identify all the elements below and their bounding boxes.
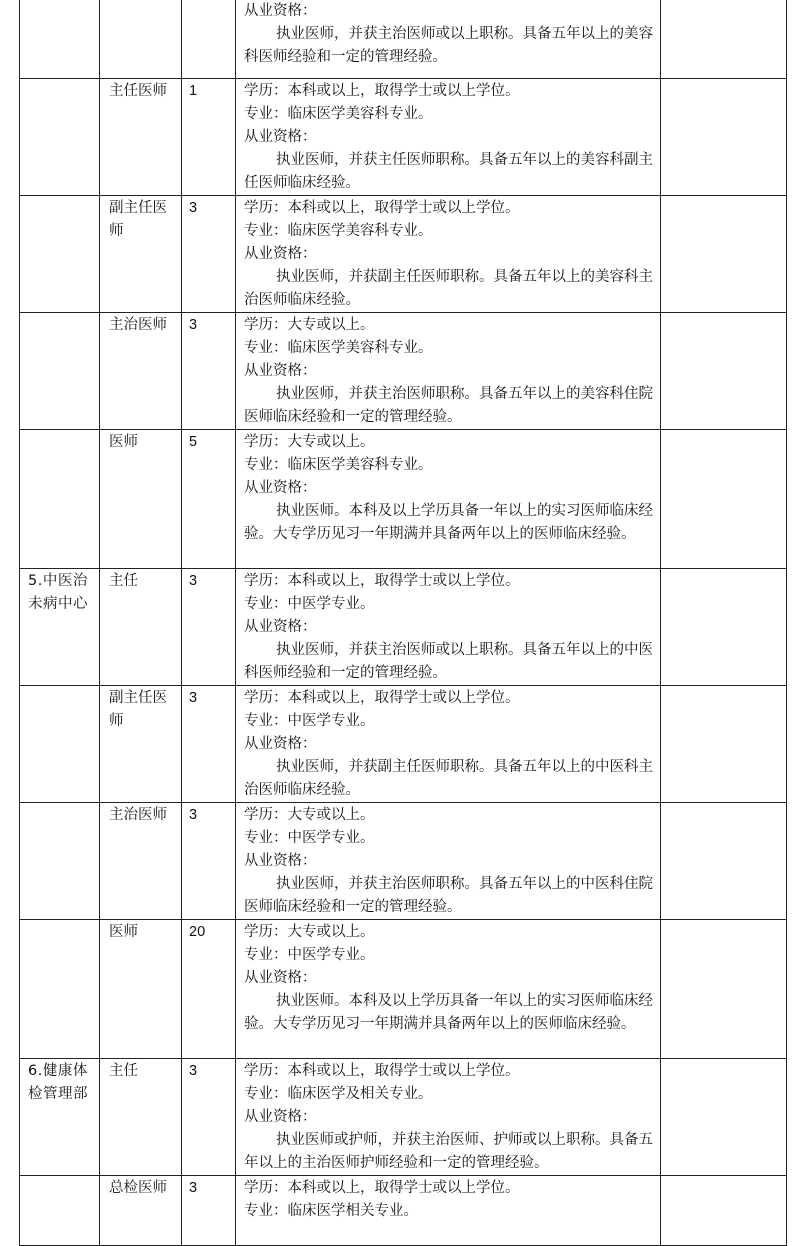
position-name: 总检医师 (109, 1180, 167, 1196)
position-name: 医师 (109, 434, 138, 450)
remarks-cell (661, 79, 787, 196)
table-row (20, 79, 787, 196)
department-cell (20, 430, 100, 569)
department-cell (20, 803, 100, 920)
headcount-cell (182, 920, 236, 1059)
major-requirement: 专业：中医学专业。 (244, 830, 375, 846)
requirements-cell (236, 0, 661, 79)
qualification-label: 从业资格： (244, 246, 317, 262)
headcount-cell (182, 803, 236, 920)
qualification-description: 执业医师，并获主任医师职称。具备五年以上的美容科副主任医师临床经验。 (244, 152, 653, 191)
requirements-cell (236, 313, 661, 430)
position-cell (100, 0, 182, 79)
position-cell (100, 1176, 182, 1246)
major-requirement: 专业：临床医学美容科专业。 (244, 340, 433, 356)
department-cell (20, 920, 100, 1059)
remarks-cell (661, 313, 787, 430)
table-row (20, 430, 787, 569)
education-requirement: 学历：本科或以上，取得学士或以上学位。 (244, 200, 520, 216)
table-row (20, 569, 787, 686)
headcount-value: 5 (189, 434, 198, 450)
requirements-cell (236, 686, 661, 803)
remarks-cell (661, 1059, 787, 1176)
qualification-description: 执业医师，并获主治医师或以上职称。具备五年以上的美容科医师经验和一定的管理经验。 (244, 26, 653, 65)
headcount-value: 3 (189, 317, 198, 333)
department-name (20, 686, 99, 687)
requirements-cell (236, 803, 661, 920)
qualification-label: 从业资格： (244, 363, 317, 379)
department-name (20, 803, 99, 804)
education-requirement: 学历：大专或以上。 (244, 924, 375, 940)
requirements-text (236, 803, 660, 919)
position-cell (100, 430, 182, 569)
position-name: 主治医师 (109, 317, 167, 333)
department-name (20, 430, 99, 431)
headcount-cell (182, 430, 236, 569)
position-name: 主任 (109, 573, 138, 589)
headcount-value: 3 (189, 1180, 198, 1196)
requirements-cell (236, 1176, 661, 1246)
department-name (20, 313, 99, 314)
table-row (20, 686, 787, 803)
qualification-label: 从业资格： (244, 853, 317, 869)
remarks-cell (661, 196, 787, 313)
remarks-cell (661, 430, 787, 569)
qualification-description: 执业医师。本科及以上学历具备一年以上的实习医师临床经验。大专学历见习一年期满并具备两年以上的医师临床经验。 (244, 993, 653, 1032)
requirements-text (236, 196, 660, 312)
department-cell (20, 1176, 100, 1246)
position-name: 主治医师 (109, 807, 167, 823)
headcount-cell (182, 0, 236, 79)
remarks-cell (661, 920, 787, 1059)
table-body (20, 0, 787, 1246)
qualification-label: 从业资格： (244, 1109, 317, 1125)
position-cell (100, 803, 182, 920)
department-cell (20, 686, 100, 803)
major-requirement: 专业：临床医学相关专业。 (244, 1203, 418, 1219)
position-name: 副主任医师 (109, 690, 167, 729)
position-name: 主任医师 (109, 83, 167, 99)
requirements-text (236, 313, 660, 429)
department-cell (20, 79, 100, 196)
qualification-description: 执业医师，并获副主任医师职称。具备五年以上的中医科主治医师临床经验。 (244, 759, 653, 798)
position-cell (100, 569, 182, 686)
position-cell (100, 1059, 182, 1176)
headcount-value: 3 (189, 573, 198, 589)
table-row (20, 196, 787, 313)
table-row (20, 313, 787, 430)
qualification-description: 执业医师。本科及以上学历具备一年以上的实习医师临床经验。大专学历见习一年期满并具备两年以上的医师临床经验。 (244, 503, 653, 542)
qualification-description: 执业医师，并获主治医师或以上职称。具备五年以上的中医科医师经验和一定的管理经验。 (244, 642, 653, 681)
qualification-description: 执业医师或护师，并获主治医师、护师或以上职称。具备五年以上的主治医师护师经验和一定的管理经验。 (244, 1132, 653, 1171)
requirements-cell (236, 569, 661, 686)
education-requirement: 学历：本科或以上，取得学士或以上学位。 (244, 1063, 520, 1079)
headcount-value: 20 (189, 924, 206, 940)
headcount-cell (182, 79, 236, 196)
remarks-cell (661, 569, 787, 686)
requirements-text (236, 430, 660, 546)
major-requirement: 专业：中医学专业。 (244, 713, 375, 729)
headcount-cell (182, 196, 236, 313)
recruitment-table (19, 0, 787, 1246)
department-cell (20, 1059, 100, 1176)
qualification-description: 执业医师，并获副主任医师职称。具备五年以上的美容科主治医师临床经验。 (244, 269, 653, 308)
qualification-label: 从业资格： (244, 736, 317, 752)
position-cell (100, 920, 182, 1059)
requirements-text (236, 79, 660, 195)
requirements-cell (236, 920, 661, 1059)
table-row (20, 1059, 787, 1176)
education-requirement: 学历：本科或以上，取得学士或以上学位。 (244, 573, 520, 589)
remarks-cell (661, 0, 787, 79)
requirements-cell (236, 1059, 661, 1176)
qualification-label: 从业资格： (244, 480, 317, 496)
major-requirement: 专业：临床医学美容科专业。 (244, 223, 433, 239)
department-cell (20, 313, 100, 430)
education-requirement: 学历：大专或以上。 (244, 434, 375, 450)
headcount-cell (182, 1059, 236, 1176)
major-requirement: 专业：临床医学美容科专业。 (244, 457, 433, 473)
education-requirement: 学历：本科或以上，取得学士或以上学位。 (244, 690, 520, 706)
table-row (20, 920, 787, 1059)
major-requirement: 专业：临床医学及相关专业。 (244, 1086, 433, 1102)
education-requirement: 学历：本科或以上，取得学士或以上学位。 (244, 83, 520, 99)
requirements-cell (236, 196, 661, 313)
headcount-value: 3 (189, 1063, 198, 1079)
remarks-cell (661, 803, 787, 920)
requirements-text (236, 686, 660, 802)
position-cell (100, 196, 182, 313)
remarks-cell (661, 686, 787, 803)
education-requirement: 学历：大专或以上。 (244, 317, 375, 333)
department-cell (20, 196, 100, 313)
requirements-text (236, 920, 660, 1036)
department-name (20, 79, 99, 80)
education-requirement: 学历：本科或以上，取得学士或以上学位。 (244, 1180, 520, 1196)
headcount-cell (182, 313, 236, 430)
table-row (20, 0, 787, 79)
requirements-text (236, 1059, 660, 1175)
table-row (20, 1176, 787, 1246)
major-requirement: 专业：临床医学美容科专业。 (244, 106, 433, 122)
position-cell (100, 79, 182, 196)
headcount-value: 3 (189, 200, 198, 216)
position-cell (100, 686, 182, 803)
requirements-text (236, 0, 660, 69)
headcount-value: 3 (189, 690, 198, 706)
department-name (20, 920, 99, 921)
requirements-cell (236, 430, 661, 569)
qualification-label: 从业资格： (244, 3, 317, 19)
requirements-cell (236, 79, 661, 196)
remarks-cell (661, 1176, 787, 1246)
position-name: 副主任医师 (109, 200, 167, 239)
position-name: 医师 (109, 924, 138, 940)
qualification-description: 执业医师，并获主治医师职称。具备五年以上的美容科住院医师临床经验和一定的管理经验。 (244, 386, 653, 425)
qualification-description: 执业医师，并获主治医师职称。具备五年以上的中医科住院医师临床经验和一定的管理经验。 (244, 876, 653, 915)
department-name: 5.中医治未病中心 (28, 573, 88, 612)
headcount-value: 3 (189, 807, 198, 823)
department-name: 6.健康体检管理部 (28, 1063, 88, 1102)
qualification-label: 从业资格： (244, 619, 317, 635)
department-name (20, 196, 99, 197)
education-requirement: 学历：大专或以上。 (244, 807, 375, 823)
department-cell (20, 0, 100, 79)
major-requirement: 专业：中医学专业。 (244, 947, 375, 963)
table-row (20, 803, 787, 920)
requirements-text (236, 569, 660, 685)
headcount-cell (182, 569, 236, 686)
headcount-cell (182, 1176, 236, 1246)
headcount-value: 1 (189, 83, 198, 99)
position-cell (100, 313, 182, 430)
department-name (20, 1176, 99, 1177)
position-name: 主任 (109, 1063, 138, 1079)
department-cell (20, 569, 100, 686)
headcount-cell (182, 686, 236, 803)
qualification-label: 从业资格： (244, 129, 317, 145)
qualification-label: 从业资格： (244, 970, 317, 986)
major-requirement: 专业：中医学专业。 (244, 596, 375, 612)
